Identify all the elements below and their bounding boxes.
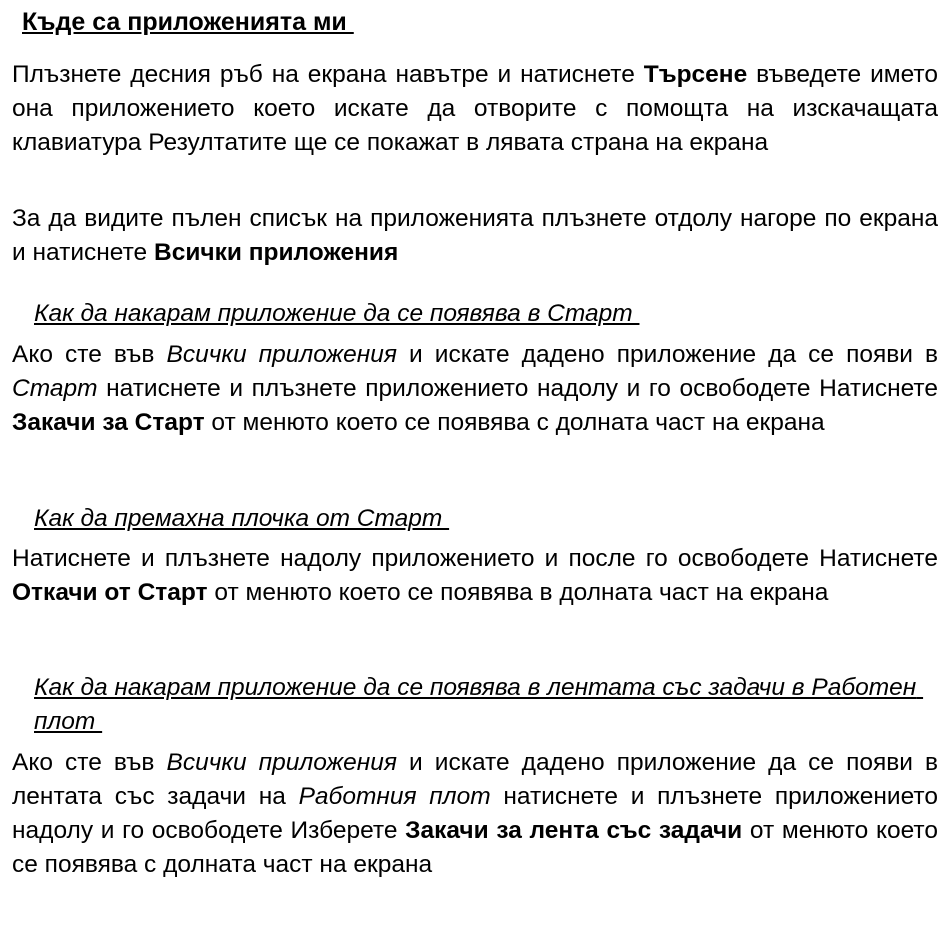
text: За да видите пълен списък на приложенията плъзнете отдолу нагоре по екрана и натиснете — [12, 205, 938, 266]
section-heading-remove-tile: Как да премахна плочка от Старт — [34, 505, 450, 532]
text: Ако сте във — [12, 749, 167, 776]
paragraph-remove-tile — [12, 542, 938, 610]
text: Плъзнете десния ръб на екрана навътре и натиснете — [12, 61, 644, 88]
bold-term-pin-to-taskbar: Закачи за лента със задачи — [405, 817, 743, 844]
text: натиснете и плъзнете приложението надолу и го освободете Натиснете — [97, 375, 938, 402]
paragraph-search — [12, 58, 938, 160]
italic-term-all-apps: Всички приложения — [166, 749, 397, 776]
text: и искате дадено приложение да се появи в лентата със задачи на — [12, 749, 938, 810]
text: Ако сте във — [12, 341, 167, 368]
section-heading-pin-to-start: Как да накарам приложение да се появява в Старт — [34, 300, 640, 327]
text: натиснете и плъзнете приложението надолу и го освободете Изберете — [12, 783, 938, 844]
italic-term-all-apps: Всички приложения — [166, 341, 397, 368]
bold-term-search: Търсене — [643, 61, 748, 88]
bold-term-unpin-from-start: Откачи от Старт — [12, 579, 208, 606]
text: от менюто което се появява с долната част на екрана — [204, 409, 825, 436]
text: Натиснете и плъзнете надолу приложението и после го освободете Натиснете — [12, 545, 938, 572]
paragraph-pin-to-start — [12, 338, 938, 440]
paragraph-all-apps — [12, 202, 938, 270]
bold-term-all-apps: Всички приложения — [154, 239, 399, 266]
text: и искате дадено приложение да се появи в — [396, 341, 938, 368]
page-title: Къде са приложенията ми — [22, 8, 354, 36]
section-heading-pin-to-taskbar: Как да накарам приложение да се появява в лентата със задачи в Работен плот — [34, 674, 924, 735]
paragraph-pin-to-taskbar — [12, 746, 938, 882]
italic-term-desktop: Работния плот — [298, 783, 491, 810]
text: от менюто което се появява в долната част на екрана — [207, 579, 829, 606]
italic-term-start: Старт — [12, 375, 98, 402]
text: въведете името она приложението което искате да отворите с помощта на изскачащата клавиатура Резултатите ще се покажат в лявата страна на екрана — [12, 61, 938, 156]
text: от менюто което се появява с долната част на екрана — [12, 817, 938, 878]
bold-term-pin-to-start: Закачи за Старт — [12, 409, 205, 436]
